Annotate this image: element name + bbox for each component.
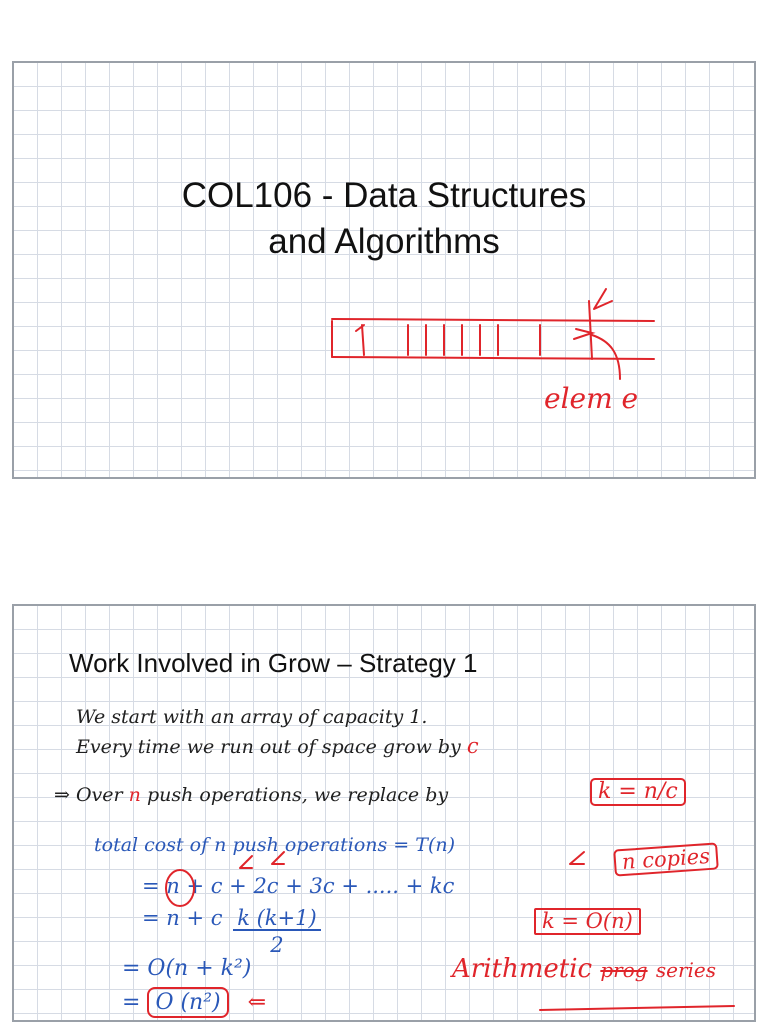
title-line-1: COL106 - Data Structures — [181, 176, 587, 215]
order-line: = O(n + k²) — [122, 956, 252, 981]
arithmetic-series-note — [452, 956, 716, 982]
series-word: series — [655, 958, 716, 982]
k-equals-box: k = n/c — [590, 778, 686, 806]
k-order-box: k = O(n) — [534, 908, 641, 935]
formula-line — [142, 908, 321, 956]
result-box: O (n²) — [147, 987, 228, 1018]
n-variable: n — [128, 784, 141, 806]
sum-line: = n + c + 2c + 3c + ..... + kc — [142, 874, 455, 898]
result-eq: = — [122, 990, 141, 1015]
array-sketch — [14, 63, 756, 479]
arithmetic-word: Arithmetic — [452, 954, 593, 984]
n-copies-box: n copies — [613, 842, 719, 876]
result-arrow: ⇐ — [247, 990, 267, 1015]
total-cost-line: total cost of n push operations = T(n) — [94, 834, 455, 856]
result-line — [122, 992, 266, 1014]
implies-over: ⇒ Over — [54, 784, 123, 806]
title-line-2: and Algorithms — [268, 222, 500, 261]
fraction-numerator: k (k+1) — [233, 908, 320, 931]
growth-constant: c — [466, 734, 479, 758]
slide-2 — [12, 604, 756, 1022]
slide-1 — [12, 61, 756, 479]
slide-2-title: Work Involved in Grow – Strategy 1 — [69, 648, 478, 678]
elem-e-label: elem e — [544, 382, 639, 415]
note-line-1: We start with an array of capacity 1. — [76, 706, 428, 728]
fraction — [233, 908, 320, 956]
note-line-3-rest: push operations, we replace by — [146, 784, 449, 806]
fraction-denominator: 2 — [270, 933, 284, 957]
struck-prog: prog — [600, 958, 648, 982]
formula-eq: = n + c — [142, 906, 223, 930]
note-line-2-text: Every time we run out of space grow by — [76, 736, 461, 758]
